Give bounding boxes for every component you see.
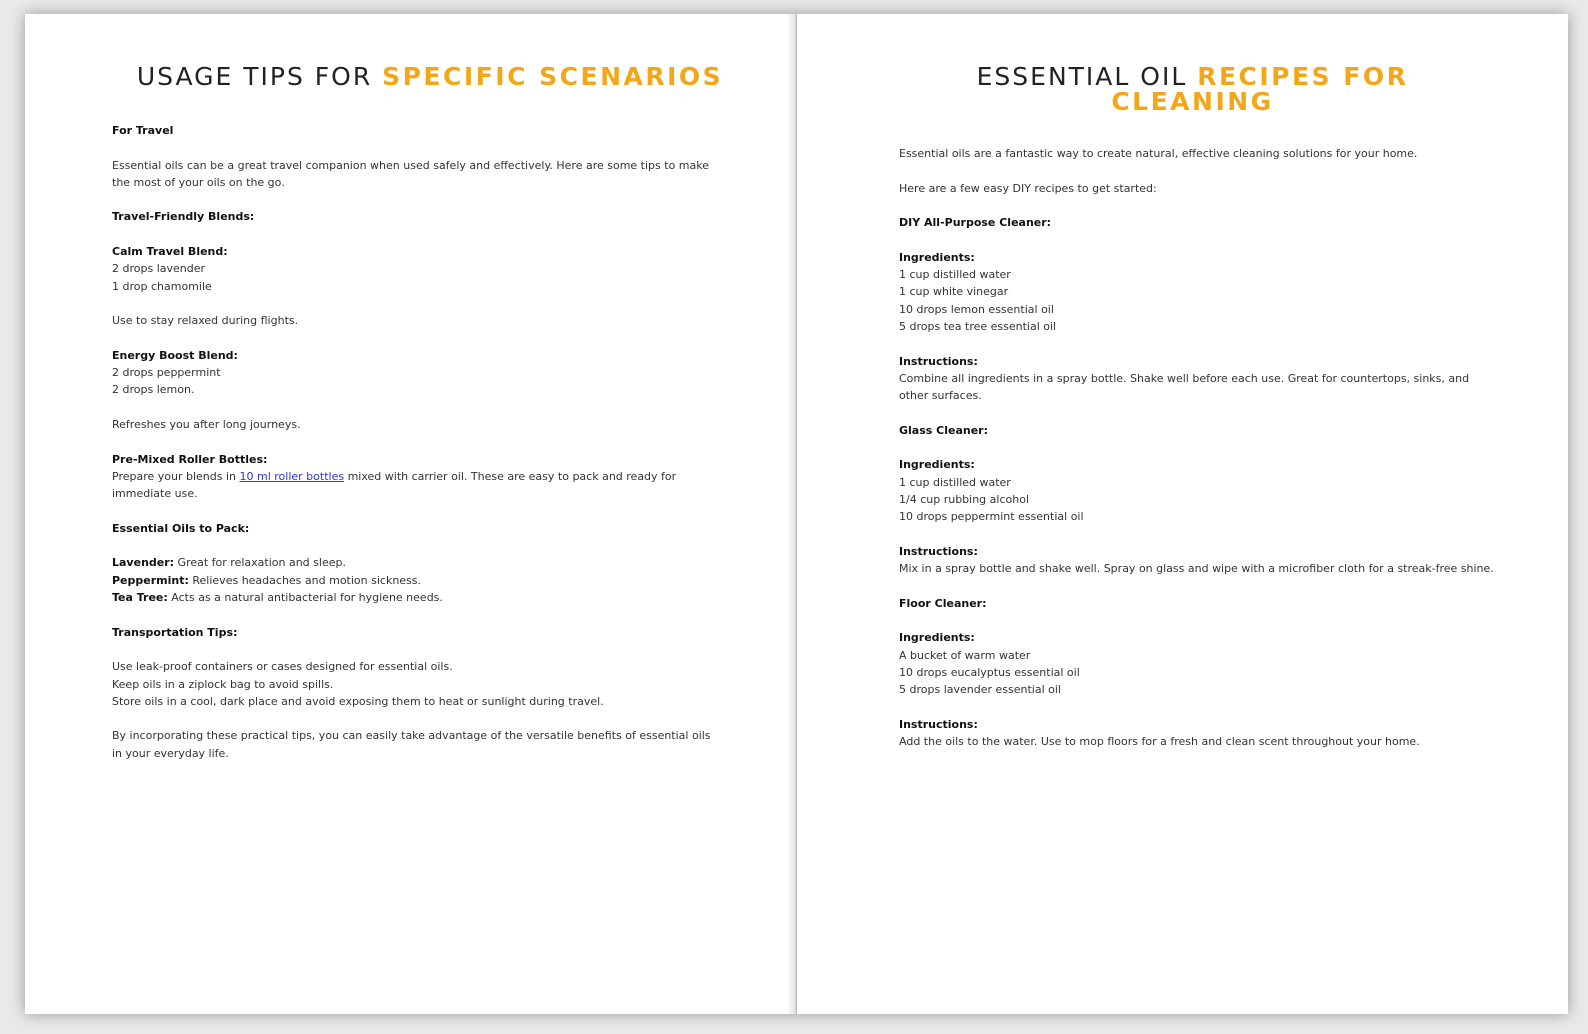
- right-page-title: [817, 64, 1568, 114]
- recipe-name: DIY All-Purpose Cleaner:: [899, 216, 1052, 230]
- roller-heading: Pre-Mixed Roller Bottles:: [112, 452, 268, 466]
- travel-intro: Essential oils can be a great travel companion when used safely and effectively. Here are some tips to make the most of your oils on the go.: [112, 158, 710, 189]
- ingredient: 1/4 cup rubbing alcohol: [899, 492, 1029, 506]
- pack-item-desc: Acts as a natural antibacterial for hygiene needs.: [167, 591, 443, 605]
- instructions-label: Instructions:: [899, 354, 978, 368]
- energy-note: Refreshes you after long journeys.: [112, 418, 301, 432]
- pack-item-name: Peppermint:: [112, 573, 189, 587]
- energy-item: 2 drops lemon.: [112, 383, 195, 397]
- transport-list: [112, 658, 722, 710]
- ingredient: 5 drops tea tree essential oil: [899, 319, 1057, 333]
- right-page-content: [899, 145, 1494, 768]
- instructions-text: Mix in a spray bottle and shake well. Spray on glass and wipe with a microfiber cloth for a streak-free shine.: [899, 562, 1494, 576]
- pack-item-name: Lavender:: [112, 556, 175, 570]
- recipe-instructions: [899, 543, 1494, 578]
- calm-blend: [112, 243, 722, 295]
- right-title-accent-1: RECIPES FOR: [1197, 62, 1409, 91]
- transport-item: Keep oils in a ziplock bag to avoid spills.: [112, 677, 334, 691]
- ingredient: 10 drops eucalyptus essential oil: [899, 665, 1080, 679]
- recipe-instructions: [899, 353, 1494, 405]
- roller-bottles-link[interactable]: 10 ml roller bottles: [239, 469, 345, 483]
- pack-item-desc: Relieves headaches and motion sickness.: [188, 573, 422, 587]
- roller-text-before: Prepare your blends in: [112, 469, 240, 483]
- instructions-label: Instructions:: [899, 717, 978, 731]
- right-title-plain: ESSENTIAL OIL: [976, 62, 1198, 91]
- ingredient: 10 drops lemon essential oil: [899, 302, 1054, 316]
- transport-item: Use leak-proof containers or cases designed for essential oils.: [112, 660, 453, 674]
- recipe-ingredients: [899, 249, 1494, 335]
- right-page: [797, 14, 1568, 1014]
- ingredients-label: Ingredients:: [899, 250, 975, 264]
- left-title-accent: SPECIFIC SCENARIOS: [382, 62, 724, 91]
- recipe-ingredients: [899, 629, 1494, 698]
- roller-text-after: mixed with carrier oil. These are easy to pack and ready for immediate use.: [112, 469, 677, 501]
- section-heading-travel: For Travel: [112, 124, 174, 137]
- left-page-title: [65, 64, 795, 89]
- ingredient: 5 drops lavender essential oil: [899, 683, 1061, 697]
- pack-list: [112, 554, 722, 606]
- transport-item: Store oils in a cool, dark place and avoid exposing them to heat or sunlight during travel.: [112, 694, 604, 708]
- calm-note: Use to stay relaxed during flights.: [112, 314, 299, 328]
- recipe-name: Glass Cleaner:: [899, 423, 988, 437]
- recipe-ingredients: [899, 456, 1494, 525]
- left-page: [25, 14, 795, 1014]
- cleaning-intro-2: Here are a few easy DIY recipes to get started:: [899, 181, 1157, 195]
- instructions-text: Combine all ingredients in a spray bottle. Shake well before each use. Great for countertops, sinks, and other surfaces.: [899, 371, 1470, 403]
- calm-blend-heading: Calm Travel Blend:: [112, 245, 228, 259]
- ingredient: 1 cup distilled water: [899, 268, 1011, 282]
- energy-blend-heading: Energy Boost Blend:: [112, 348, 238, 362]
- pack-heading: Essential Oils to Pack:: [112, 521, 250, 535]
- instructions-text: Add the oils to the water. Use to mop floors for a fresh and clean scent throughout your home.: [899, 735, 1420, 749]
- ingredient: 1 cup white vinegar: [899, 285, 1009, 299]
- book-spread: [25, 14, 1568, 1014]
- energy-item: 2 drops peppermint: [112, 366, 221, 380]
- cleaning-intro: Essential oils are a fantastic way to create natural, effective cleaning solutions for your home.: [899, 147, 1418, 160]
- left-page-content: [112, 122, 722, 779]
- ingredient: 1 cup distilled water: [899, 475, 1011, 489]
- roller-bottles: [112, 451, 722, 503]
- ingredient: A bucket of warm water: [899, 648, 1031, 662]
- pack-item-desc: Great for relaxation and sleep.: [174, 556, 346, 570]
- recipe-name: Floor Cleaner:: [899, 596, 987, 610]
- energy-blend: [112, 347, 722, 399]
- ingredient: 10 drops peppermint essential oil: [899, 510, 1084, 524]
- instructions-label: Instructions:: [899, 544, 978, 558]
- left-title-plain: USAGE TIPS FOR: [136, 62, 383, 91]
- transport-heading: Transportation Tips:: [112, 625, 238, 639]
- recipe-instructions: [899, 716, 1494, 751]
- blends-heading: Travel-Friendly Blends:: [112, 210, 255, 224]
- pack-item-name: Tea Tree:: [112, 591, 168, 605]
- ingredients-label: Ingredients:: [899, 631, 975, 645]
- calm-item: 1 drop chamomile: [112, 279, 212, 293]
- right-title-accent-2: CLEANING: [1111, 87, 1274, 116]
- ingredients-label: Ingredients:: [899, 458, 975, 472]
- calm-item: 2 drops lavender: [112, 262, 206, 276]
- closing-paragraph: By incorporating these practical tips, you can easily take advantage of the versatile benefits of essential oils in your everyday life.: [112, 729, 711, 760]
